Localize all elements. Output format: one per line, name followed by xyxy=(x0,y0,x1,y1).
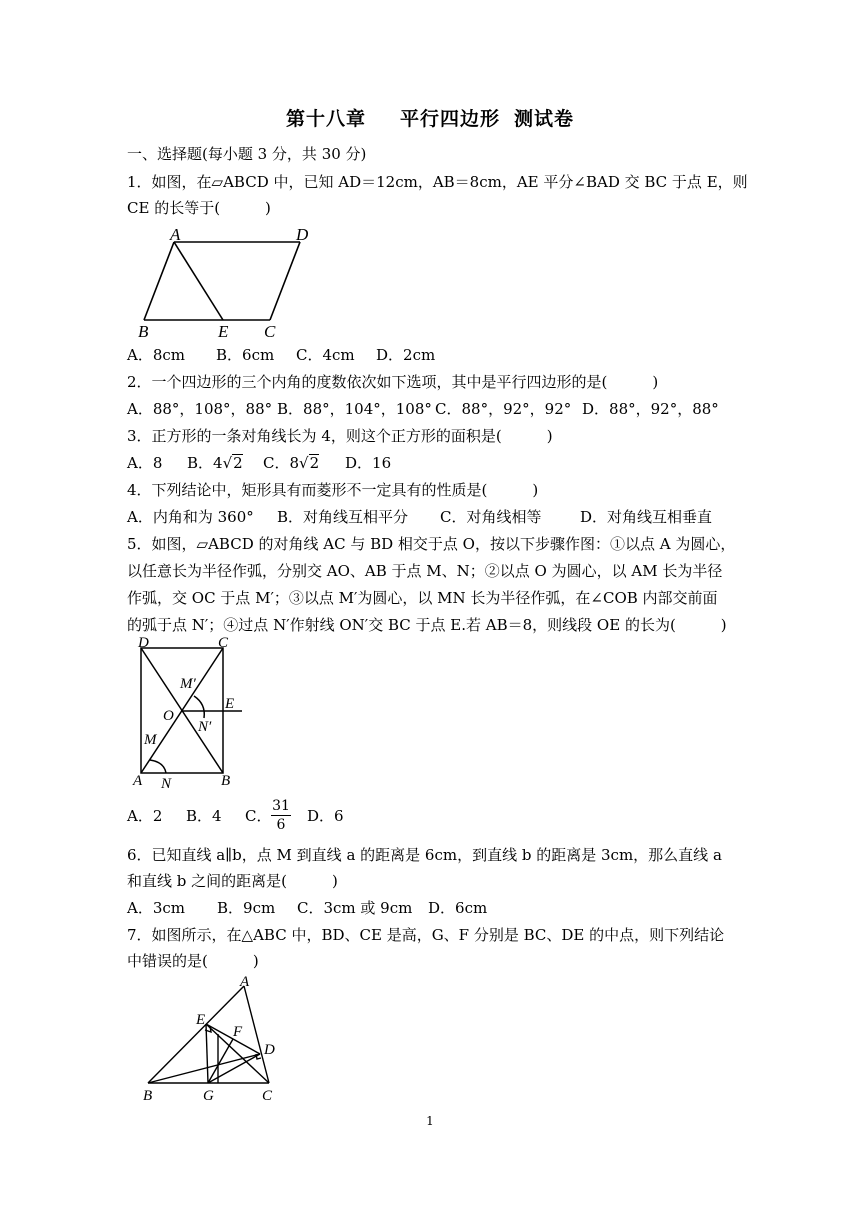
q6-option-a: A．3cm xyxy=(127,899,186,917)
q5-line3: 作弧，交 OC 于点 M′；③以点 M′为圆心，以 MN 长为半径作弧，在∠COB 内部交前面 xyxy=(127,589,718,607)
q5-line4: 的弧于点 N′；④过点 N′作射线 ON′交 BC 于点 E.若 AB＝8，则线段 OE 的长为( ) xyxy=(127,616,727,634)
q5-option-d: D．6 xyxy=(307,807,344,825)
q5-label-A: A xyxy=(133,773,143,789)
q3-option-c: C．8√2 xyxy=(263,454,320,472)
q6-line1: 6．已知直线 a∥b，点 M 到直线 a 的距离是 6cm，到直线 b 的距离是 3cm，那么直线 a xyxy=(127,846,722,864)
q2-option-b: B．88°，104°，108° xyxy=(277,400,432,418)
q5-figure-rectangle xyxy=(128,636,246,792)
q5-label-C: C xyxy=(218,636,229,651)
q4-option-b: B．对角线互相平分 xyxy=(277,508,409,526)
q3-line1: 3．正方形的一条对角线长为 4，则这个正方形的面积是( ) xyxy=(127,427,553,445)
q5-option-c-fraction xyxy=(271,798,291,833)
q2-option-a: A．88°，108°，88° xyxy=(127,400,273,418)
q7-label-B: B xyxy=(143,1088,153,1104)
q1-option-d: D．2cm xyxy=(376,346,436,364)
q7-label-D: D xyxy=(264,1042,275,1058)
q5-option-c: C． xyxy=(245,807,272,825)
fraction-numerator: 31 xyxy=(272,798,290,814)
q6-option-b: B．9cm xyxy=(217,899,276,917)
q5-label-O: O xyxy=(163,708,174,724)
q2-option-c: C．88°，92°，92° xyxy=(435,400,572,418)
q3-option-a: A．8 xyxy=(127,454,163,472)
q7-line1: 7．如图所示，在△ABC 中，BD、CE 是高，G、F 分别是 BC、DE 的中点，则下列结论 xyxy=(127,926,725,944)
q1-label-C: C xyxy=(264,322,276,340)
q1-label-A: A xyxy=(170,226,181,244)
section-heading: 一、选择题(每小题 3 分，共 30 分) xyxy=(127,145,367,163)
q6-line2: 和直线 b 之间的距离是( ) xyxy=(127,872,338,890)
q3-option-d: D．16 xyxy=(345,454,392,472)
q1-option-c: C．4cm xyxy=(296,346,355,364)
q1-option-a: A．8cm xyxy=(127,346,186,364)
q5-label-E: E xyxy=(225,696,235,712)
q5-label-N: N xyxy=(161,776,172,792)
q2-option-d: D．88°，92°，88° xyxy=(582,400,719,418)
q7-figure-triangle xyxy=(138,972,288,1106)
page-title xyxy=(0,104,860,131)
q5-option-b: B．4 xyxy=(186,807,222,825)
q5-label-N-prime: N′ xyxy=(198,719,212,735)
q4-option-c: C．对角线相等 xyxy=(440,508,542,526)
q5-line1: 5．如图，▱ABCD 的对角线 AC 与 BD 相交于点 O，按以下步骤作图：①以点 A 为圆心， xyxy=(127,535,736,553)
q7-label-E: E xyxy=(196,1012,206,1028)
q1-figure-parallelogram xyxy=(136,226,316,340)
page-number: 1 xyxy=(426,1114,434,1128)
q4-option-a: A．内角和为 360° xyxy=(127,508,254,526)
q1-option-b: B．6cm xyxy=(216,346,275,364)
title-topic: 平行四边形 xyxy=(399,108,500,130)
q7-label-F: F xyxy=(233,1024,243,1040)
q6-option-d: D．6cm xyxy=(428,899,488,917)
q5-line2: 以任意长为半径作弧，分别交 AO、AB 于点 M、N；②以点 O 为圆心，以 AM 长为半径 xyxy=(127,562,723,580)
title-chapter: 第十八章 xyxy=(285,108,366,130)
fraction-denominator: 6 xyxy=(276,817,286,833)
q4-line1: 4．下列结论中，矩形具有而菱形不一定具有的性质是( ) xyxy=(127,481,539,499)
q7-label-A: A xyxy=(240,974,250,990)
q1-label-D: D xyxy=(296,226,309,244)
q4-option-d: D．对角线互相垂直 xyxy=(580,508,713,526)
q5-option-a: A．2 xyxy=(127,807,163,825)
q1-line2: CE 的长等于( ) xyxy=(127,199,271,217)
title-test: 测试卷 xyxy=(514,108,575,130)
q1-label-B: B xyxy=(138,322,149,340)
q5-label-M: M xyxy=(144,732,157,748)
q5-label-D: D xyxy=(138,636,149,651)
q6-option-c: C．3cm 或 9cm xyxy=(297,899,413,917)
q7-label-C: C xyxy=(262,1088,273,1104)
q1-label-E: E xyxy=(218,322,229,340)
q5-label-B: B xyxy=(221,773,231,789)
q1-line1: 1．如图，在▱ABCD 中，已知 AD＝12cm，AB＝8cm，AE 平分∠BAD 交 BC 于点 E，则 xyxy=(127,173,748,191)
q5-label-M-prime: M′ xyxy=(180,676,196,692)
q7-line2: 中错误的是( ) xyxy=(127,952,259,970)
q7-label-G: G xyxy=(203,1088,214,1104)
q2-line1: 2．一个四边形的三个内角的度数依次如下选项，其中是平行四边形的是( ) xyxy=(127,373,659,391)
q3-option-b: B．4√2 xyxy=(187,454,243,472)
